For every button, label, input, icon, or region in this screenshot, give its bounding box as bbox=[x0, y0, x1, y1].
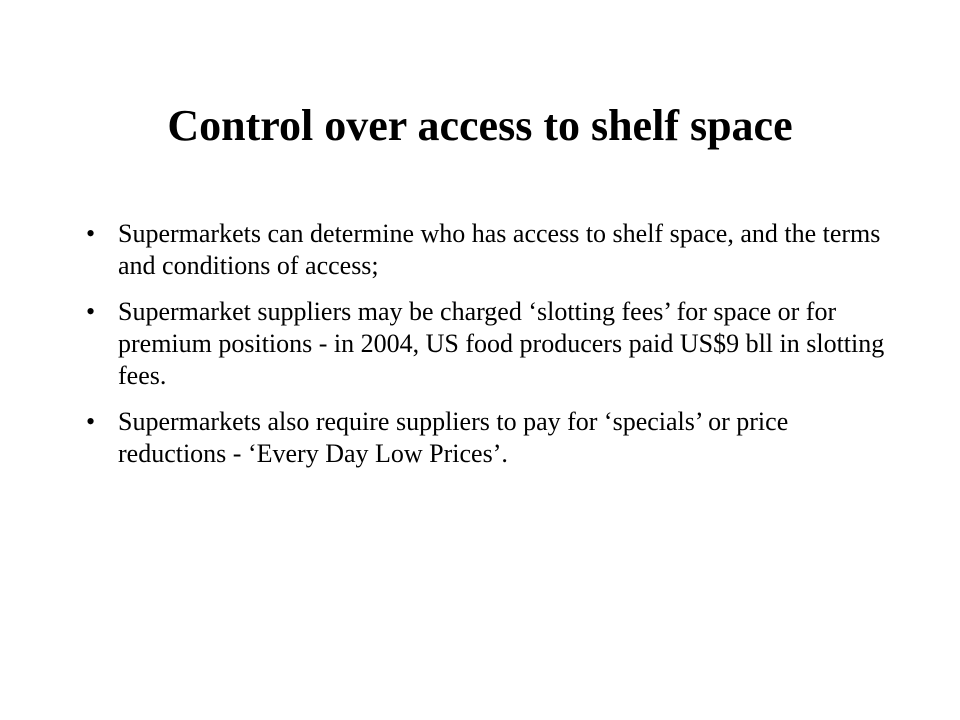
bullet-text-2: Supermarket suppliers may be charged ‘slotting fees’ for space or for premium positions - in 2004, US food producers paid US$9 bll in slotting fees. bbox=[118, 297, 885, 390]
bullet-dot-icon: • bbox=[86, 219, 96, 248]
bullet-dot-icon: • bbox=[86, 297, 96, 326]
bullet-text-1: Supermarkets can determine who has access to shelf space, and the terms and conditions of access; bbox=[118, 219, 881, 280]
slide-title: Control over access to shelf space bbox=[167, 101, 793, 150]
bullet-item-1 bbox=[80, 218, 900, 282]
bullet-list bbox=[80, 218, 900, 484]
bullet-text-3: Supermarkets also require suppliers to pay for ‘specials’ or price reductions - ‘Every Day Low Prices’. bbox=[118, 407, 789, 468]
bullet-item-3 bbox=[80, 406, 900, 470]
bullet-item-2 bbox=[80, 296, 900, 392]
bullet-dot-icon: • bbox=[86, 407, 96, 436]
